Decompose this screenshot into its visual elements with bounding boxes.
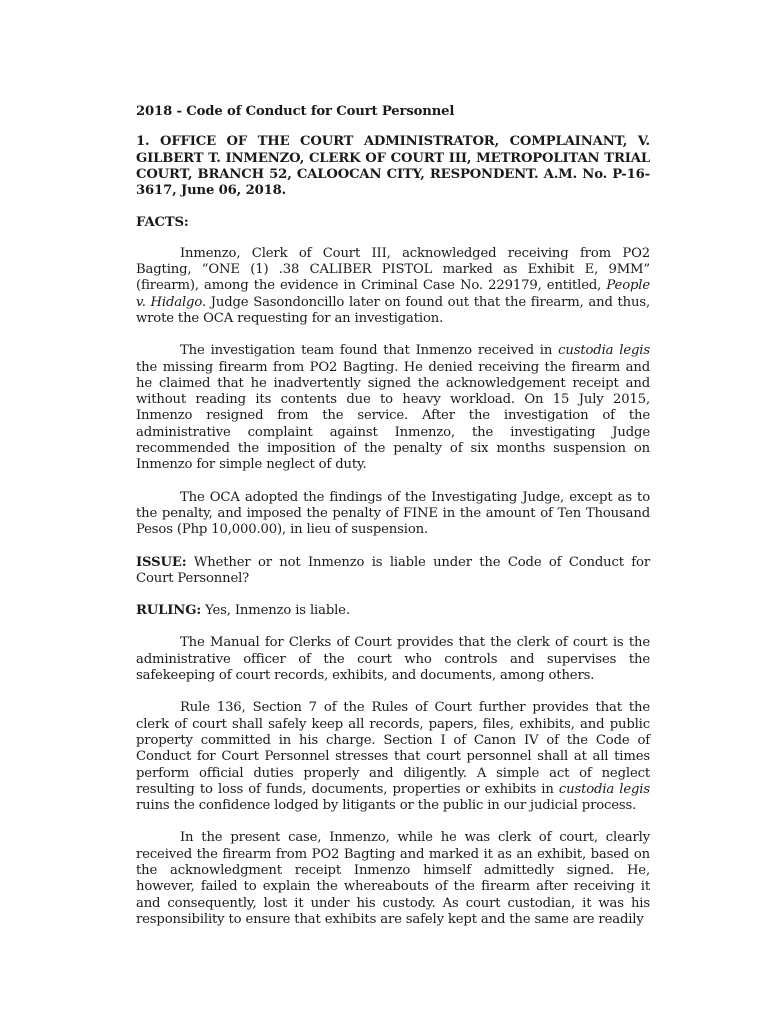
- facts-label: FACTS:: [136, 215, 189, 231]
- document-page: [136, 104, 650, 944]
- issue-paragraph: [136, 555, 650, 588]
- facts-paragraph-2-text-b: the missing firearm from PO2 Bagting. He denied receiving the firearm and he claimed that he inadvertently signed the acknowledgement receipt and without reading its contents due to heavy workload. On 15 July 2015, Inmenzo resigned from the service. After the investigation of the administrative complaint against Inmenzo, the investigating Judge recommended the imposition of the penalty of six months suspension on Inmenzo for simple neglect of duty.: [136, 359, 650, 473]
- ruling-paragraph-2-text-b: ruins the confidence lodged by litigants or the public in our judicial process.: [136, 798, 637, 814]
- ruling-paragraph-2-text-a: Rule 136, Section 7 of the Rules of Court further provides that the clerk of court shall safely keep all records, papers, files, exhibits, and public property committed in his charge. Section I of Canon IV of the Code of Conduct for Court Personnel stresses that court personnel shall at all times perform official duties properly and diligently. A simple act of neglect resulting to loss of funds, documents, properties or exhibits in: [136, 700, 650, 797]
- custodia-legis-italic: custodia legis: [558, 343, 650, 359]
- ruling-text: Yes, Inmenzo is liable.: [201, 603, 350, 619]
- document-title: 2018 - Code of Conduct for Court Personnel: [136, 104, 455, 119]
- custodia-legis-italic-2: custodia legis: [558, 781, 650, 797]
- ruling-label: RULING:: [136, 603, 202, 619]
- issue-label: ISSUE:: [136, 554, 187, 570]
- ruling-paragraph-3: In the present case, Inmenzo, while he was clerk of court, clearly received the firearm from PO2 Bagting and marked it as an exhibit, based on the acknowledgment receipt Inmenzo himself admittedly signed. He, however, failed to explain the whereabouts of the firearm after receiving it and consequently, lost it under his custody. As court custodian, it was his responsibility to ensure that exhibits are safely kept and the same are readily: [136, 830, 650, 927]
- facts-paragraph-2-text-a: The investigation team found that Inmenzo received in: [180, 343, 559, 359]
- facts-paragraph-1-text-b: Judge Sasondoncillo later on found out that the firearm, and thus, wrote the OCA requesting for an investigation.: [136, 294, 651, 326]
- facts-paragraph-1-text-a: Inmenzo, Clerk of Court III, acknowledged receiving from PO2 Bagting, “ONE (1) .38 CALIBER PISTOL marked as Exhibit E, 9MM” (firearm), among the evidence in Criminal Case No. 229179, entitled,: [136, 245, 650, 294]
- issue-text: Whether or not Inmenzo is liable under the Code of Conduct for Court Personnel?: [136, 554, 650, 586]
- facts-paragraph-2: [136, 343, 650, 473]
- case-heading: 1. OFFICE OF THE COURT ADMINISTRATOR, COMPLAINANT, V. GILBERT T. INMENZO, CLERK OF COURT III, METROPOLITAN TRIAL COURT, BRANCH 52, CALOOCAN CITY, RESPONDENT. A.M. No. P-16-3617, June 06, 2018.: [136, 134, 650, 199]
- facts-paragraph-1: [136, 246, 650, 327]
- ruling-paragraph: [136, 603, 650, 619]
- ruling-paragraph-2: [136, 700, 650, 814]
- case-title-italic: People v. Hidalgo.: [136, 278, 650, 310]
- ruling-paragraph-1: The Manual for Clerks of Court provides that the clerk of court is the administrative officer of the court who controls and supervises the safekeeping of court records, exhibits, and documents, among others.: [136, 635, 650, 684]
- facts-paragraph-3: The OCA adopted the findings of the Investigating Judge, except as to the penalty, and imposed the penalty of FINE in the amount of Ten Thousand Pesos (Php 10,000.00), in lieu of suspension.: [136, 489, 650, 538]
